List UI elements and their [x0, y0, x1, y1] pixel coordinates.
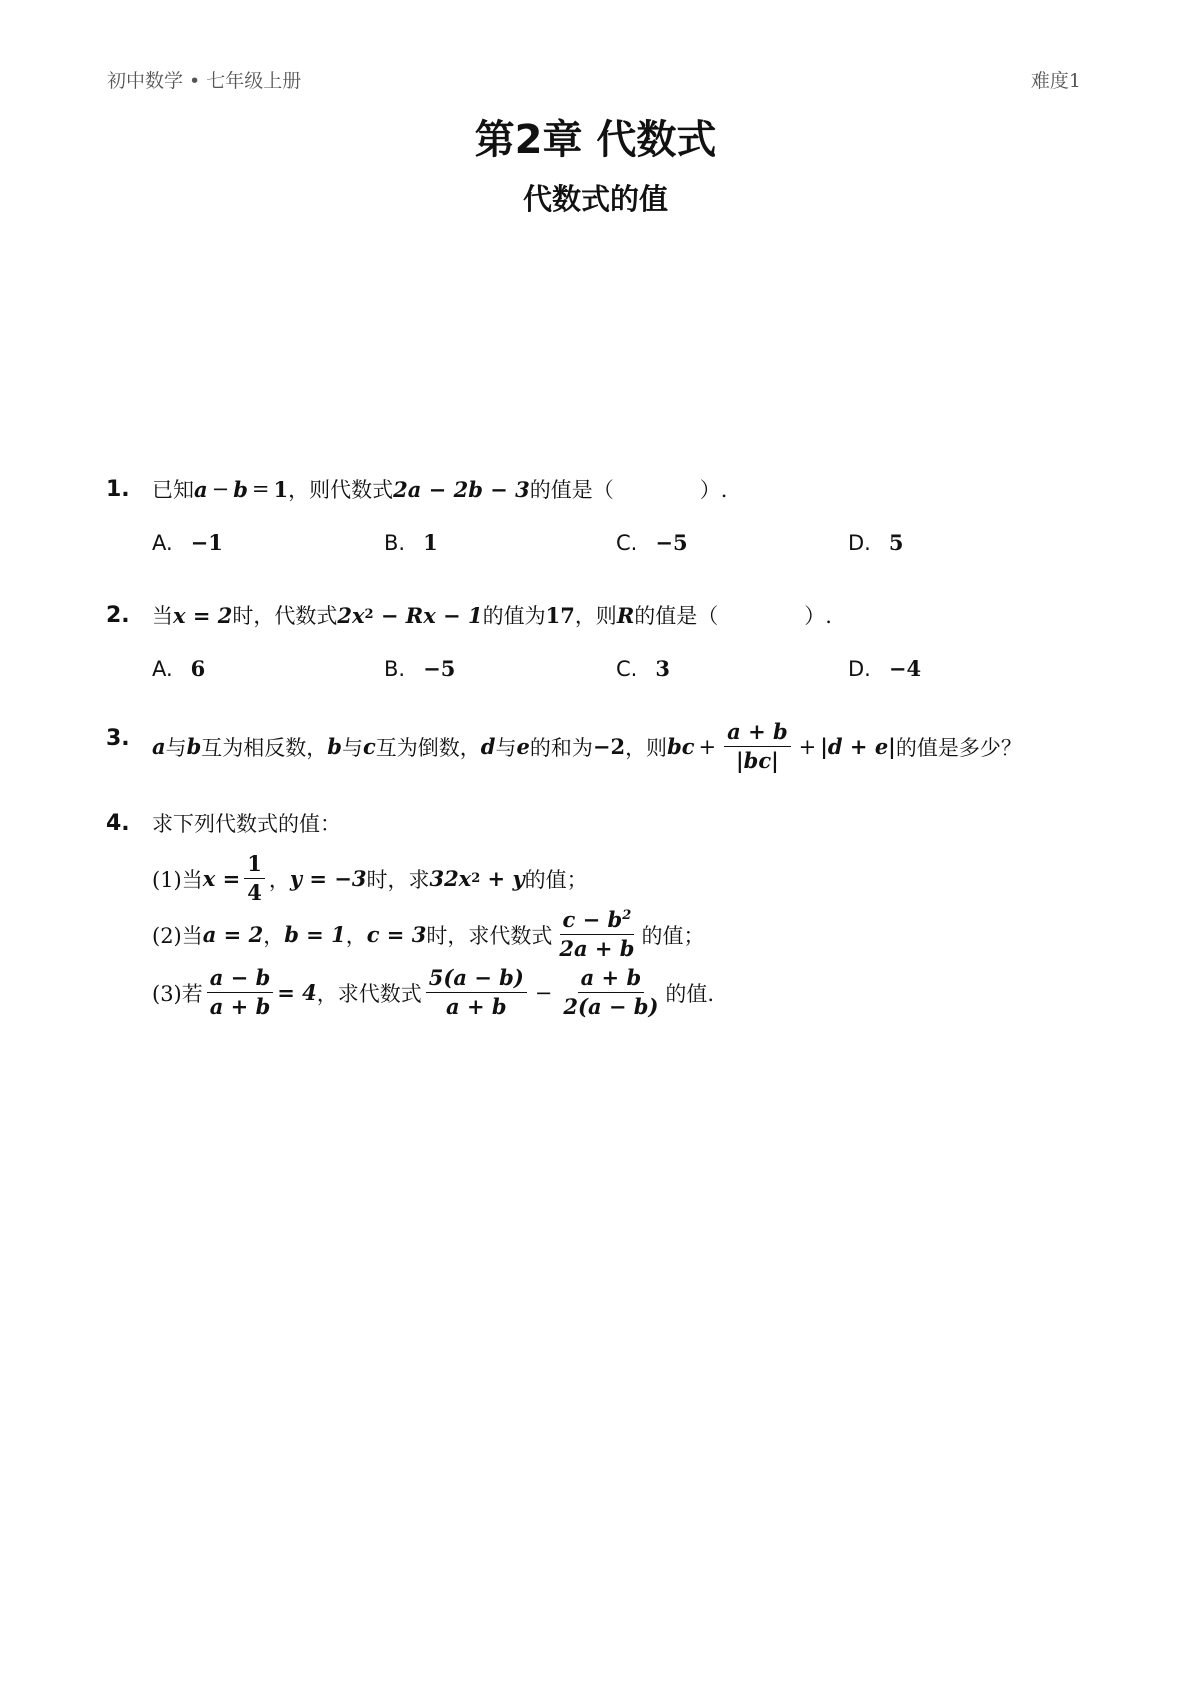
option-b[interactable]	[384, 656, 616, 681]
text: 互为倒数，	[375, 735, 481, 760]
math-var: c	[362, 734, 376, 760]
fraction-denominator: |bc|	[736, 748, 779, 774]
fraction-denominator: a + b	[209, 994, 271, 1020]
fraction-numerator: a − b	[207, 966, 274, 993]
option-letter: C.	[616, 656, 638, 681]
text: ，	[263, 923, 285, 948]
option-c[interactable]	[616, 530, 848, 555]
header-difficulty: 难度1	[1030, 70, 1081, 92]
math-expr: |d + e|	[820, 734, 896, 760]
option-d[interactable]	[848, 530, 1080, 555]
math-expr: 2a − 2b − 3	[393, 476, 530, 502]
page-title: 第2章 代数式	[474, 117, 717, 163]
math-expr: 32x	[429, 866, 472, 892]
question-number: 1.	[106, 476, 130, 502]
question-4-part-2	[152, 908, 704, 961]
text: 的和为	[529, 735, 593, 760]
question-2-options	[152, 656, 1080, 681]
option-letter: D.	[848, 530, 871, 555]
math-expr: b = 1	[284, 922, 346, 948]
math-op: +	[698, 734, 717, 759]
math-expr: c − b	[562, 907, 623, 932]
math-exponent: 2	[622, 908, 632, 923]
math-expr: − Rx − 1	[373, 602, 483, 628]
math-var: a	[194, 476, 208, 502]
math-expr: = 4	[277, 980, 317, 1006]
math-var: b	[327, 734, 342, 760]
math-var: R	[616, 602, 635, 628]
option-c[interactable]	[616, 656, 848, 681]
text: ，	[345, 923, 367, 948]
part-label: (1)当	[152, 867, 203, 892]
question-3	[106, 720, 1022, 773]
header-course: 初中数学 • 七年级上册	[107, 70, 302, 92]
fraction-denominator: 2a + b	[559, 936, 635, 962]
math-var: e	[516, 734, 530, 760]
text: 时，求代数式	[426, 923, 553, 948]
question-1-options	[152, 530, 1080, 555]
question-4-part-1: (1)当 x = $\frac{1}{4}$ ， y = −3 时，求 32x 2 + y 的值；	[152, 851, 588, 906]
option-letter: B.	[384, 656, 406, 681]
question-number: 4.	[106, 810, 130, 836]
option-letter: C.	[616, 530, 638, 555]
question-number: 2.	[106, 602, 130, 628]
option-value: −5	[655, 530, 688, 555]
option-value: −1	[190, 530, 223, 555]
question-text: 求下列代数式的值：	[152, 812, 341, 836]
question-4-part-3	[152, 966, 714, 1019]
math-op: +	[798, 734, 817, 759]
math-op: −	[211, 477, 230, 501]
text: 的值为	[482, 604, 546, 628]
text: 已知	[152, 478, 194, 502]
text: 当	[152, 604, 173, 628]
text: 与	[341, 735, 363, 760]
math-expr: a = 2	[202, 922, 264, 948]
math-expr: c = 3	[366, 922, 427, 948]
math-expr: + y	[480, 866, 525, 892]
option-a[interactable]	[152, 530, 384, 555]
text: 的值是（	[529, 478, 614, 502]
text: 的值；	[524, 867, 588, 892]
text: 的值；	[641, 923, 705, 948]
math-expr: y = −3	[289, 866, 367, 892]
option-value: 6	[190, 656, 206, 681]
fraction-numerator: a + b	[578, 966, 645, 993]
fraction-numerator: 1	[244, 852, 265, 879]
math-var: b	[233, 476, 248, 502]
option-letter: A.	[152, 530, 173, 555]
text: ，则	[574, 604, 617, 628]
fraction	[426, 966, 527, 1019]
part-label: (2)当	[152, 923, 203, 948]
option-letter: A.	[152, 656, 173, 681]
question-text: 当 x = 2 时，代数式 2x 2 − Rx − 1 的值为 17 ，则 R 的值是（ ）.	[152, 600, 832, 630]
text: 时，代数式	[232, 604, 338, 628]
text: 时，求	[366, 867, 430, 892]
option-a[interactable]	[152, 656, 384, 681]
fraction	[560, 966, 661, 1019]
fraction-denominator: 4	[247, 880, 262, 906]
fraction	[556, 908, 637, 961]
math-var: b	[186, 734, 202, 760]
text: 互为相反数，	[201, 735, 328, 760]
option-value: −4	[888, 656, 922, 681]
option-value: 1	[423, 530, 438, 555]
math-expr: 2x	[337, 602, 365, 628]
text: 的值是多少？	[895, 735, 1022, 760]
math-op: =	[251, 477, 270, 501]
option-letter: D.	[848, 656, 871, 681]
text: 的值是（	[634, 604, 719, 628]
question-4	[106, 808, 341, 838]
page-subtitle: 代数式的值	[522, 182, 668, 216]
part-label: (3)若	[152, 981, 203, 1006]
text: ）.	[804, 604, 832, 628]
math-num: 1	[273, 476, 289, 502]
option-value: −5	[423, 656, 456, 681]
math-var: d	[480, 734, 496, 760]
option-letter: B.	[384, 530, 406, 555]
fraction	[724, 720, 791, 773]
option-d[interactable]	[848, 656, 1080, 681]
fraction	[207, 966, 274, 1019]
math-num: −2	[592, 734, 626, 760]
text: ，	[268, 867, 290, 892]
question-2	[106, 600, 832, 630]
text: 与	[495, 735, 517, 760]
text: ，则代数式	[288, 478, 394, 502]
question-text	[152, 720, 1022, 773]
text: ，则	[625, 735, 668, 760]
math-num: 17	[545, 602, 575, 628]
fraction-denominator: 2(a − b)	[563, 994, 659, 1020]
math-expr: x = 2	[173, 602, 233, 628]
text: 的值.	[665, 981, 715, 1006]
math-op: −	[534, 980, 553, 1005]
question-number: 3.	[106, 726, 130, 751]
fraction-numerator: a + b	[724, 720, 791, 747]
fraction-numerator	[560, 908, 635, 935]
fraction	[244, 852, 265, 905]
text: 与	[165, 735, 187, 760]
text: ，求代数式	[316, 981, 422, 1006]
option-value: 5	[888, 530, 904, 555]
math-expr: x =	[202, 866, 241, 892]
option-b[interactable]	[384, 530, 616, 555]
fraction-denominator: a + b	[446, 994, 507, 1020]
math-expr: bc	[667, 734, 695, 760]
text: ）.	[699, 478, 728, 502]
option-value: 3	[655, 656, 670, 681]
fraction-numerator: 5(a − b)	[426, 966, 527, 993]
question-text	[152, 474, 727, 504]
question-1	[106, 474, 727, 504]
math-var: a	[152, 734, 166, 760]
